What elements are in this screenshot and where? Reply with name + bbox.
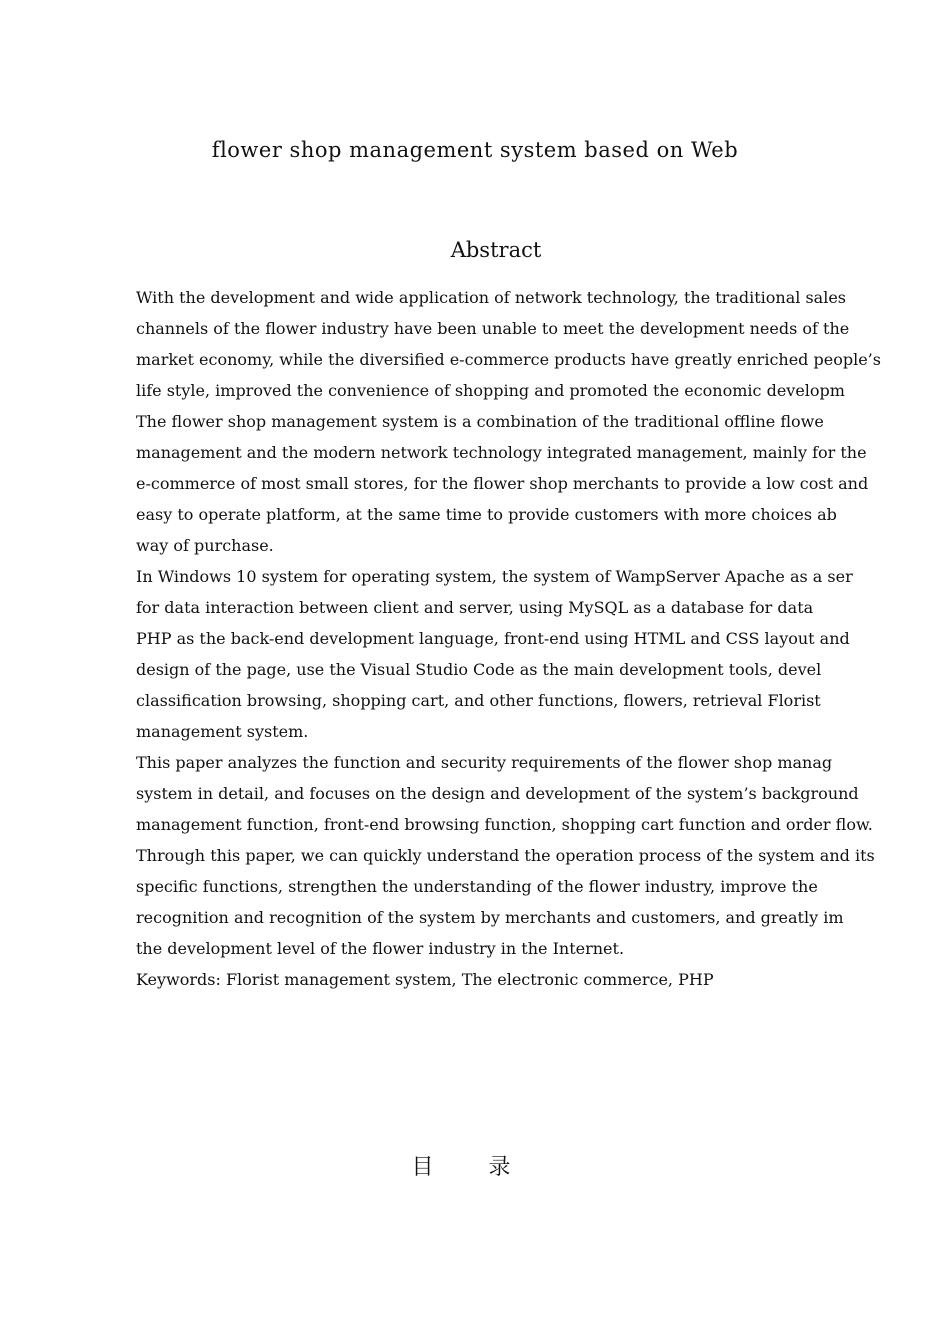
abstract-line: In Windows 10 system for operating system, the system of WampServer Apache as a ser [136,567,853,586]
abstract-line: management function, front-end browsing function, shopping cart function and order flow. [136,815,873,834]
abstract-line: management and the modern network technology integrated management, mainly for the [136,443,867,462]
abstract-line: management system. [136,722,309,741]
abstract-line: PHP as the back-end development language, front-end using HTML and CSS layout and [136,629,850,648]
abstract-line: for data interaction between client and server, using MySQL as a database for data [136,598,814,617]
abstract-line: the development level of the flower industry in the Internet. [136,939,625,958]
abstract-line: market economy, while the diversified e-commerce products have greatly enriched people’s [136,350,881,369]
abstract-line: system in detail, and focuses on the design and development of the system’s background [136,784,859,803]
abstract-line: This paper analyzes the function and security requirements of the flower shop manag [136,753,833,772]
keywords-line: Keywords: Florist management system, The electronic commerce, PHP [136,970,714,989]
abstract-line: specific functions, strengthen the understanding of the flower industry, improve the [136,877,818,896]
abstract-body [136,282,950,995]
abstract-line: With the development and wide application of network technology, the traditional sales [136,288,846,307]
abstract-line: design of the page, use the Visual Studio Code as the main development tools, devel [136,660,822,679]
abstract-line: Through this paper, we can quickly understand the operation process of the system and its [136,846,875,865]
document-title: flower shop management system based on Web [211,138,739,162]
abstract-line: classification browsing, shopping cart, and other functions, flowers, retrieval Florist [136,691,821,710]
abstract-line: way of purchase. [136,536,274,555]
abstract-line: e-commerce of most small stores, for the flower shop merchants to provide a low cost and [136,474,869,493]
abstract-line: channels of the flower industry have been unable to meet the development needs of the [136,319,850,338]
abstract-line: life style, improved the convenience of shopping and promoted the economic developm [136,381,845,400]
toc-heading: 目 录 [411,1155,535,1180]
abstract-line: recognition and recognition of the system by merchants and customers, and greatly im [136,908,844,927]
abstract-heading: Abstract [450,238,542,262]
abstract-line: The flower shop management system is a combination of the traditional offline flowe [136,412,824,431]
abstract-line: easy to operate platform, at the same time to provide customers with more choices ab [136,505,837,524]
